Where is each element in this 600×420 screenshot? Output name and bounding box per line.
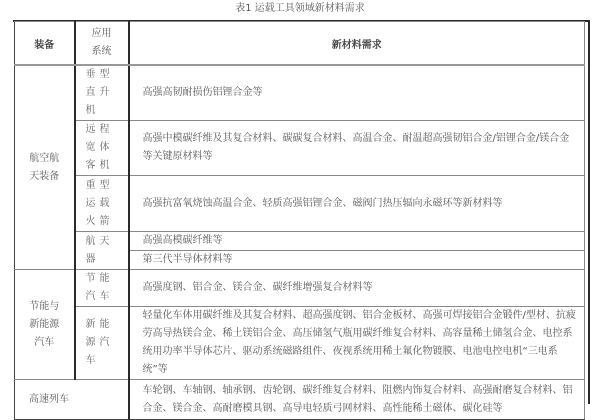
table-caption: 表1 运载工具领域新材料需求 [235,3,365,14]
system-label: 重型运载火箭 [85,179,114,227]
system-label: 节能汽车 [85,273,114,302]
requirement-cell: 车轮钢、车轴钢、轴承钢、齿轮钢、碳纤维复合材料、阻燃内饰复合材料、高强耐磨复合材料、铝合金、镁合金、高耐磨模具钢、高导电轻质弓网材料、高性能稀土磁体、碳化硅等 [129,380,585,420]
requirement-cell: 高强高韧耐损伤铝锂合金等 [129,65,585,121]
system-label: 远程宽体客机 [85,124,114,171]
equipment-line: 航空航 [29,152,60,164]
table-row [15,65,585,121]
table-row [15,307,585,380]
requirement-cell: 第三代半导体材料等 [129,251,585,270]
table-row [15,121,585,176]
system-cell [75,176,129,232]
system-cell [75,307,129,380]
system-cell [75,232,129,270]
header-equipment: 装备 [15,22,75,66]
requirement-cell: 高强抗富氧烧蚀高温合金、轻质高强铝锂合金、磁阀门热压辐向永磁环等新材料等 [129,176,585,232]
system-label: 航天器 [85,235,114,265]
system-label: 新能源汽车 [85,319,114,366]
equipment-line: 汽车 [34,336,55,348]
equipment-line: 天装备 [29,170,60,182]
requirement-cell: 高强高模碳纤维等 [129,232,585,251]
requirement-cell: 高强中模碳纤维及其复合材料、碳碳复合材料、高温合金、耐温超高强韧铝合金/铝锂合金/镁合金等关键原材料等 [129,121,585,176]
system-cell [75,65,129,121]
system-label: 垂型直升机 [85,69,114,116]
header-application-system [75,22,129,66]
equipment-cell-high-speed-rail: 高速列车 [15,380,129,420]
system-cell [75,121,129,176]
table-row [15,176,585,232]
system-cell [75,270,129,307]
equipment-line: 新能源 [29,318,60,330]
equipment-cell-aerospace [15,65,75,270]
equipment-line: 节能与 [29,300,60,312]
header-system-line2: 系统 [91,46,112,57]
table-row [15,380,585,420]
table-header-row [15,22,585,66]
header-material-requirements: 新材料需求 [129,22,585,66]
table-row [15,270,585,307]
requirement-cell: 高强度钢、铝合金、镁合金、碳纤维增强复合材料等 [129,270,585,307]
header-system-line1: 应用 [91,28,112,39]
table-row [15,232,585,251]
equipment-cell-automotive [15,270,75,380]
materials-requirements-table [14,21,585,420]
requirement-cell: 轻量化车体用碳纤维及其复合材料、超高强度钢、铝合金板材、高强可焊接铝合金锻件/型材、抗疲劳高导热镁合金、稀土镁铝合金、高压储氢气瓶用碳纤维复合材料、高容量稀土储氢合金、电控系统用功率半导体芯片、驱动系统磁路组件、夜视系统用稀土氟化物镀膜、电池电控电机“三电系统”等 [129,307,585,380]
